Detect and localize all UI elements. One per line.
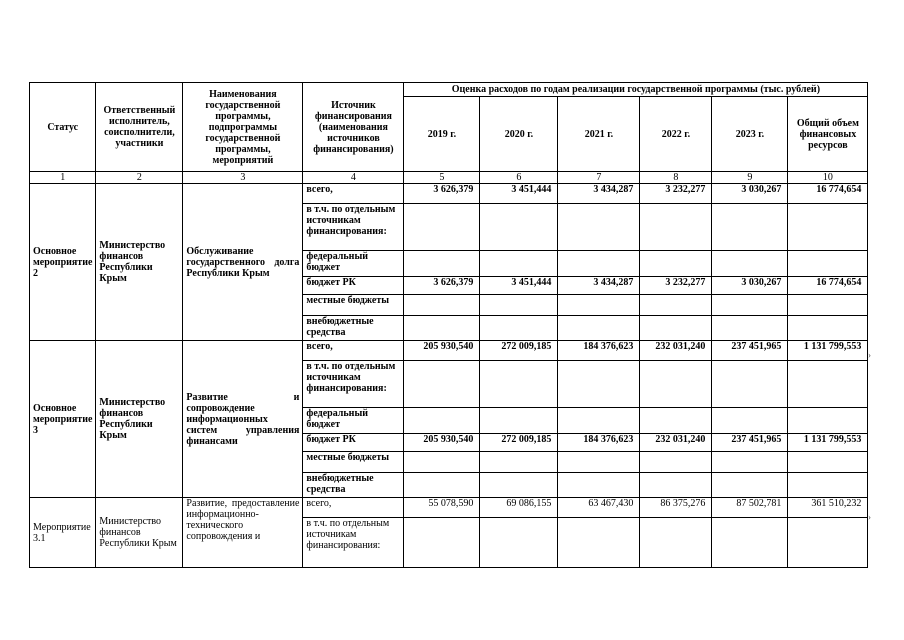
table-row — [30, 498, 868, 518]
year-value — [404, 408, 480, 434]
total-value — [788, 204, 868, 251]
year-value — [480, 518, 558, 568]
funding-source: в т.ч. по отдельным источникам финансирования: — [303, 518, 404, 568]
year-value — [640, 204, 712, 251]
total-value — [788, 316, 868, 341]
year-value — [712, 295, 788, 316]
year-value — [404, 473, 480, 498]
year-value — [712, 361, 788, 408]
header-executor: Ответственный исполнитель, соисполнители, участники — [96, 83, 183, 172]
header-source: Источник финансирования (наименования источников финансирования) — [303, 83, 404, 172]
year-value — [558, 316, 640, 341]
year-value — [640, 316, 712, 341]
year-value: 3 626,379 — [404, 277, 480, 295]
total-value — [788, 251, 868, 277]
row-status: Мероприятие 3.1 — [30, 498, 96, 568]
year-value: 69 086,155 — [480, 498, 558, 518]
total-value — [788, 361, 868, 408]
year-value — [712, 251, 788, 277]
column-number: 7 — [558, 172, 640, 184]
row-executor: Министерство финансов Республики Крым — [96, 341, 183, 498]
funding-source: всего, — [303, 498, 404, 518]
year-value: 205 930,540 — [404, 434, 480, 452]
column-number: 9 — [712, 172, 788, 184]
year-value — [404, 295, 480, 316]
year-value — [640, 473, 712, 498]
funding-source: внебюджетные средства — [303, 316, 404, 341]
header-year-2019: 2019 г. — [404, 97, 480, 172]
year-value — [480, 361, 558, 408]
year-value — [480, 452, 558, 473]
funding-source: всего, — [303, 341, 404, 361]
year-value — [558, 361, 640, 408]
column-number-row — [30, 172, 868, 184]
year-value: 232 031,240 — [640, 434, 712, 452]
funding-source: федеральный бюджет — [303, 408, 404, 434]
row-status: Основное мероприятие 3 — [30, 341, 96, 498]
year-value — [712, 408, 788, 434]
year-value: 63 467,430 — [558, 498, 640, 518]
total-value — [788, 473, 868, 498]
year-value — [712, 204, 788, 251]
header-name: Наименования государственной программы, подпрограммы государственной программы, мероприятий — [183, 83, 303, 172]
year-value — [404, 518, 480, 568]
budget-table — [29, 82, 868, 568]
row-measure-name: Обслуживание государственного долга Республики Крым — [183, 184, 303, 341]
year-value — [480, 251, 558, 277]
year-value: 3 626,379 — [404, 184, 480, 204]
year-value: 3 451,444 — [480, 184, 558, 204]
column-number: 6 — [480, 172, 558, 184]
row-executor: Министерство финансов Республики Крым — [96, 498, 183, 568]
year-value: 3 030,267 — [712, 184, 788, 204]
year-value — [558, 452, 640, 473]
column-number: 10 — [788, 172, 868, 184]
year-value — [712, 316, 788, 341]
year-value — [558, 518, 640, 568]
header-estimate: Оценка расходов по годам реализации государственной программы (тыс. рублей) — [404, 83, 868, 97]
column-number: 1 — [30, 172, 96, 184]
year-value: 3 030,267 — [712, 277, 788, 295]
funding-source: в т.ч. по отдельным источникам финансирования: — [303, 361, 404, 408]
funding-source: бюджет РК — [303, 277, 404, 295]
year-value — [480, 295, 558, 316]
year-value — [480, 408, 558, 434]
total-value: 1 131 799,553 — [788, 341, 868, 361]
row-executor: Министерство финансов Республики Крым — [96, 184, 183, 341]
total-value — [788, 518, 868, 568]
funding-source: бюджет РК — [303, 434, 404, 452]
total-value: 361 510,232 — [788, 498, 868, 518]
margin-tick-mark: › — [868, 512, 871, 522]
margin-tick-mark: › — [868, 350, 871, 360]
year-value — [480, 473, 558, 498]
header-year-2020: 2020 г. — [480, 97, 558, 172]
header-year-2023: 2023 г. — [712, 97, 788, 172]
funding-source: местные бюджеты — [303, 452, 404, 473]
year-value: 87 502,781 — [712, 498, 788, 518]
year-value — [404, 316, 480, 341]
year-value — [558, 295, 640, 316]
year-value — [640, 518, 712, 568]
year-value — [558, 408, 640, 434]
year-value: 184 376,623 — [558, 434, 640, 452]
budget-table-container — [29, 82, 868, 568]
year-value — [712, 473, 788, 498]
year-value — [404, 251, 480, 277]
year-value: 3 451,444 — [480, 277, 558, 295]
year-value: 3 434,287 — [558, 277, 640, 295]
table-row — [30, 184, 868, 204]
year-value: 205 930,540 — [404, 341, 480, 361]
funding-source: местные бюджеты — [303, 295, 404, 316]
total-value — [788, 295, 868, 316]
year-value: 272 009,185 — [480, 341, 558, 361]
column-number: 8 — [640, 172, 712, 184]
funding-source: в т.ч. по отдельным источникам финансирования: — [303, 204, 404, 251]
year-value: 86 375,276 — [640, 498, 712, 518]
column-number: 2 — [96, 172, 183, 184]
year-value — [640, 361, 712, 408]
total-value — [788, 452, 868, 473]
row-measure-name: Развитие, предоставление информационно-технического сопровождения и — [183, 498, 303, 568]
year-value: 3 232,277 — [640, 184, 712, 204]
year-value — [712, 518, 788, 568]
year-value — [640, 295, 712, 316]
total-value: 16 774,654 — [788, 184, 868, 204]
year-value — [404, 361, 480, 408]
year-value: 237 451,965 — [712, 341, 788, 361]
header-total: Общий объем финансовых ресурсов — [788, 97, 868, 172]
funding-source: всего, — [303, 184, 404, 204]
header-status: Статус — [30, 83, 96, 172]
year-value — [404, 452, 480, 473]
year-value — [404, 204, 480, 251]
row-measure-name: Развитие и сопровождение информационных систем управления финансами — [183, 341, 303, 498]
year-value: 55 078,590 — [404, 498, 480, 518]
year-value: 3 434,287 — [558, 184, 640, 204]
year-value: 3 232,277 — [640, 277, 712, 295]
year-value: 272 009,185 — [480, 434, 558, 452]
table-row — [30, 341, 868, 361]
year-value: 237 451,965 — [712, 434, 788, 452]
total-value — [788, 408, 868, 434]
funding-source: федеральный бюджет — [303, 251, 404, 277]
year-value: 232 031,240 — [640, 341, 712, 361]
year-value — [480, 316, 558, 341]
column-number: 4 — [303, 172, 404, 184]
year-value — [558, 251, 640, 277]
year-value — [712, 452, 788, 473]
year-value — [558, 473, 640, 498]
total-value: 1 131 799,553 — [788, 434, 868, 452]
header-year-2022: 2022 г. — [640, 97, 712, 172]
column-number: 5 — [404, 172, 480, 184]
total-value: 16 774,654 — [788, 277, 868, 295]
funding-source: внебюджетные средства — [303, 473, 404, 498]
year-value — [640, 251, 712, 277]
year-value — [558, 204, 640, 251]
year-value: 184 376,623 — [558, 341, 640, 361]
year-value — [640, 452, 712, 473]
column-number: 3 — [183, 172, 303, 184]
year-value — [640, 408, 712, 434]
year-value — [480, 204, 558, 251]
header-year-2021: 2021 г. — [558, 97, 640, 172]
row-status: Основное мероприятие 2 — [30, 184, 96, 341]
